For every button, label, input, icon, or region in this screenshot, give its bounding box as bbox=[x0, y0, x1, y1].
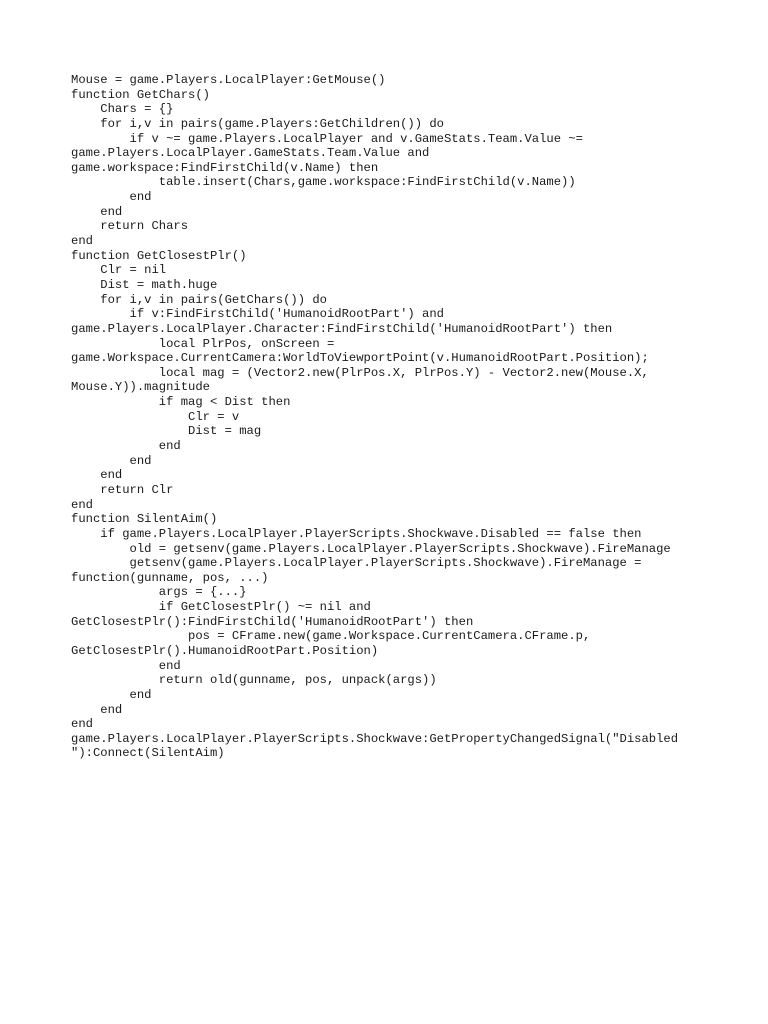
code-line: Mouse.Y)).magnitude bbox=[71, 380, 210, 395]
code-line: Dist = mag bbox=[71, 424, 262, 439]
code-line: local PlrPos, onScreen = bbox=[71, 336, 335, 351]
code-line: if v ~= game.Players.LocalPlayer and v.GameStats.Team.Value ~= bbox=[71, 131, 583, 146]
code-line: game.Workspace.CurrentCamera:WorldToViewportPoint(v.HumanoidRootPart.Position); bbox=[71, 351, 649, 366]
code-line: function GetClosestPlr() bbox=[71, 248, 247, 263]
code-line: old = getsenv(game.Players.LocalPlayer.PlayerScripts.Shockwave).FireManage bbox=[71, 541, 671, 556]
code-line: end bbox=[71, 190, 152, 205]
code-line: Dist = math.huge bbox=[71, 277, 218, 292]
code-line: if v:FindFirstChild('HumanoidRootPart') and bbox=[71, 307, 444, 322]
code-line: end bbox=[71, 717, 93, 732]
code-line: end bbox=[71, 468, 123, 483]
code-line: GetClosestPlr().HumanoidRootPart.Position) bbox=[71, 643, 379, 658]
code-line: getsenv(game.Players.LocalPlayer.PlayerScripts.Shockwave).FireManage = bbox=[71, 556, 642, 571]
code-line: game.Players.LocalPlayer.Character:FindFirstChild('HumanoidRootPart') then bbox=[71, 321, 613, 336]
code-line: local mag = (Vector2.new(PlrPos.X, PlrPos.Y) - Vector2.new(Mouse.X, bbox=[71, 365, 649, 380]
code-line: Chars = {} bbox=[71, 102, 174, 117]
code-line: game.workspace:FindFirstChild(v.Name) then bbox=[71, 160, 379, 175]
code-line: function SilentAim() bbox=[71, 512, 218, 527]
code-line: pos = CFrame.new(game.Workspace.CurrentCamera.CFrame.p, bbox=[71, 629, 591, 644]
code-line: end bbox=[71, 234, 93, 249]
code-line: end bbox=[71, 497, 93, 512]
code-line: end bbox=[71, 453, 152, 468]
code-line: GetClosestPlr():FindFirstChild('HumanoidRootPart') then bbox=[71, 614, 474, 629]
code-line: return Chars bbox=[71, 219, 189, 234]
code-line: end bbox=[71, 702, 123, 717]
code-line: if game.Players.LocalPlayer.PlayerScripts.Shockwave.Disabled == false then bbox=[71, 526, 642, 541]
code-line: return old(gunname, pos, unpack(args)) bbox=[71, 673, 437, 688]
code-line: end bbox=[71, 204, 123, 219]
code-line: game.Players.LocalPlayer.GameStats.Team.Value and bbox=[71, 146, 430, 161]
code-line: if GetClosestPlr() ~= nil and bbox=[71, 600, 371, 615]
code-line: Clr = v bbox=[71, 409, 240, 424]
code-line: game.Players.LocalPlayer.PlayerScripts.Shockwave:GetPropertyChangedSignal("Disabled bbox=[71, 731, 679, 746]
code-line: for i,v in pairs(GetChars()) do bbox=[71, 292, 327, 307]
code-line: end bbox=[71, 658, 181, 673]
code-line: end bbox=[71, 687, 152, 702]
code-line: Mouse = game.Players.LocalPlayer:GetMouse() bbox=[71, 73, 386, 87]
code-line: function GetChars() bbox=[71, 87, 210, 102]
code-line: return Clr bbox=[71, 482, 174, 497]
code-line: args = {...} bbox=[71, 585, 247, 600]
code-line: Clr = nil bbox=[71, 263, 167, 278]
code-line: for i,v in pairs(game.Players:GetChildren()) do bbox=[71, 116, 444, 131]
code-line: "):Connect(SilentAim) bbox=[71, 746, 225, 761]
code-line: function(gunname, pos, ...) bbox=[71, 570, 269, 585]
code-line: end bbox=[71, 439, 181, 454]
code-listing bbox=[71, 73, 711, 761]
code-line: if mag < Dist then bbox=[71, 395, 291, 410]
code-line: table.insert(Chars,game.workspace:FindFirstChild(v.Name)) bbox=[71, 175, 576, 190]
